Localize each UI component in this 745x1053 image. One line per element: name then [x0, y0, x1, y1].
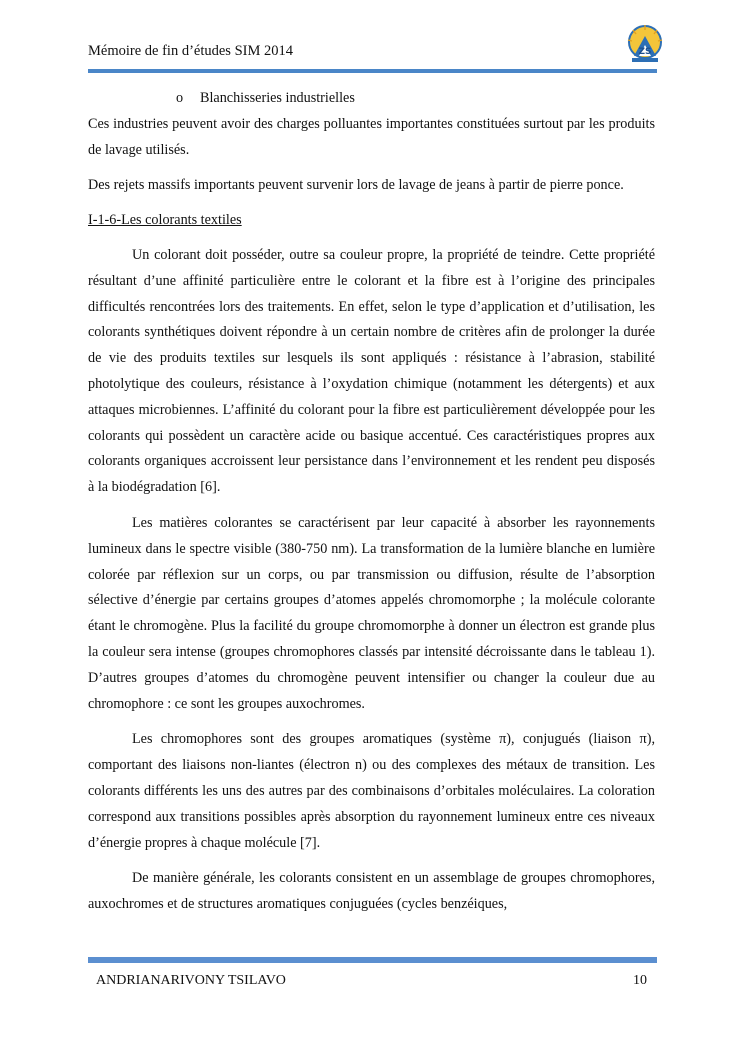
bullet-text: Blanchisseries industrielles — [200, 90, 355, 106]
header-title: Mémoire de fin d’études SIM 2014 — [88, 43, 293, 59]
paragraph-1: Ces industries peuvent avoir des charges polluantes importantes constituées surtout par les produits de lavage utilisés. — [88, 115, 655, 158]
footer-author: ANDRIANARIVONY TSILAVO — [96, 973, 286, 988]
bullet-item — [88, 86, 655, 112]
paragraph-5: Les chromophores sont des groupes aromatiques (système π), conjugués (liaison π), comportant des liaisons non-liantes (électron n) ou des complexes des métaux de transition. Les colorants différents les uns des autres par des combinaisons d’orbitales moléculaires. La coloration correspond aux transitions possibles après absorption du rayonnement lumineux entre ces niveaux d’énergie propres à chaque molécule [7]. — [88, 731, 655, 851]
paragraph-3: Un colorant doit posséder, outre sa couleur propre, la propriété de teindre. Cette propriété résultant d’une affinité particulière entre le colorant et la fibre est à l’origine des principales difficultés rencontrées lors des traitements. En effet, selon le type d’application et d’utilisation, les colorants synthétiques doivent répondre à un certain nombre de critères afin de prolonger la durée de vie des produits textiles sur lesquels ils sont appliqués : résistance à l’abrasion, stabilité photolytique des couleurs, résistance à l’oxydation chimique (notamment les détergents) et aux attaques microbiennes. L’affinité du colorant pour la fibre est particulièrement développée pour les colorants qui possèdent un caractère acide ou basique accentué. Ces caractéristiques propres aux colorants organiques accroissent leur persistance dans l’environnement et les rendent peu disposés à la biodégradation [6]. — [88, 246, 655, 496]
bullet-mark: o — [176, 90, 184, 106]
paragraph-2: Des rejets massifs importants peuvent survenir lors de lavage de jeans à partir de pierre ponce. — [88, 177, 624, 194]
paragraph-4: Les matières colorantes se caractérisent par leur capacité à absorber les rayonnements lumineux dans le spectre visible (380-750 nm). La transformation de la lumière blanche en lumière colorée par réflexion sur un corps, ou par transmission ou diffusion, résulte de l’absorption sélective d’énergie par certains groupes d’atomes appelés chromomorphe ; la molécule colorante étant le chromogène. Plus la facilité du groupe chromomorphe à donner un électron est grande plus la couleur sera intense (groupes chromophores classés par intensité décroissante dans le tableau 1). D’autres groupes d’atomes du chromogène peuvent intensifier ou changer la couleur due au chromophore : ce sont les groupes auxochromes. — [88, 514, 655, 712]
page-number: 10 — [633, 973, 647, 988]
footer-rule — [88, 957, 657, 963]
section-title: I-1-6-Les colorants textiles — [88, 212, 242, 229]
svg-text:ZS: ZS — [638, 47, 652, 57]
university-logo — [622, 22, 668, 68]
paragraph-6: De manière générale, les colorants consistent en un assemblage de groupes chromophores, auxochromes et de structures aromatiques conjuguées (cycles benzéiques, — [88, 870, 655, 913]
page-body — [88, 86, 655, 918]
header-rule — [88, 69, 657, 73]
